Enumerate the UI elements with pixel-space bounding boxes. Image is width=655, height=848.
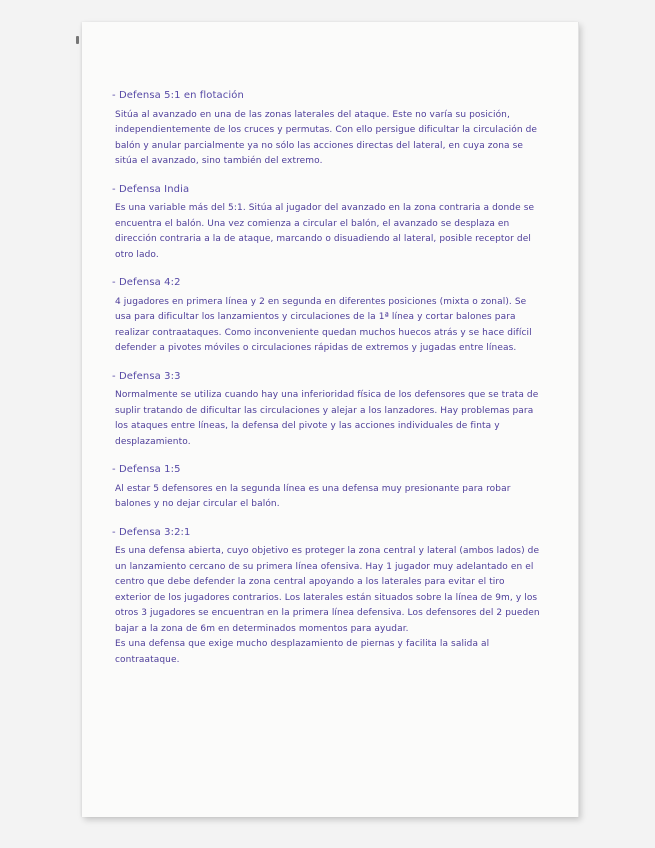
paragraph: Es una defensa abierta, cuyo objetivo es proteger la zona central y lateral (ambos lados) de un lanzamiento cercano de su primera línea ofensiva. Hay 1 jugador muy adelantado en el centro que debe defender la zona central apoyando a los laterales para evitar el tiro exterior de los jugadores contrarios. Los laterales están situados sobre la línea de 9m, y los otros 3 jugadores se encuentran en la primera línea defensiva. Los defensores del 2 pueden bajar a la zona de 6m en determinados momentos para ayudar. xyxy=(115,546,540,634)
section-body xyxy=(112,295,542,357)
section-heading: - Defensa 3:3 xyxy=(112,370,181,382)
section-body xyxy=(112,388,542,450)
paragraph: Normalmente se utiliza cuando hay una inferioridad física de los defensores que se trata de suplir tratando de dificultar las circulaciones y alejar a los lanzadores. Hay problemas para los ataques entre líneas, la defensa del pivote y las acciones individuales de finta y desplazamiento. xyxy=(115,390,539,447)
section-defensa-5-1-flotacion xyxy=(112,88,542,170)
paragraph: Es una defensa que exige mucho desplazamiento de piernas y facilita la salida al contraataque. xyxy=(115,639,490,665)
section-body xyxy=(112,482,542,513)
handwritten-notes xyxy=(112,88,542,680)
section-body xyxy=(112,201,542,263)
notebook-page xyxy=(82,22,579,817)
paragraph: Sitúa al avanzado en una de las zonas laterales del ataque. Este no varía su posición, independientemente de los cruces y permutas. Con ello persigue dificultar la circulación de balón y anular parcialmente ya no sólo las acciones directas del lateral, en cuya zona se sitúa el avanzado, sino también del extremo. xyxy=(115,109,538,166)
section-heading: - Defensa 3:2:1 xyxy=(112,526,191,538)
section-body xyxy=(112,544,542,668)
section-defensa-1-5 xyxy=(112,462,542,513)
paragraph: 4 jugadores en primera línea y 2 en segunda en diferentes posiciones (mixta o zonal). Se usa para dificultar los lanzamientos y circulaciones de la 1ª línea y cortar balones para realizar contraataques. Como inconveniente quedan muchos huecos atrás y se hace difícil defender a pivotes móviles o circulaciones rápidas de extremos y jugadas entre líneas. xyxy=(115,296,532,353)
section-heading: - Defensa 5:1 en flotación xyxy=(112,90,244,101)
section-heading: - Defensa India xyxy=(112,183,190,195)
paragraph: Al estar 5 defensores en la segunda línea es una defensa muy presionante para robar balones y no dejar circular el balón. xyxy=(115,483,511,509)
section-body xyxy=(112,108,542,170)
section-defensa-3-2-1 xyxy=(112,525,542,669)
paragraph: Es una variable más del 5:1. Sitúa al jugador del avanzado en la zona contraria a donde se encuentra el balón. Una vez comienza a circular el balón, el avanzado se desplaza en dirección contraria a la de ataque, marcando o disuadiendo al lateral, posible receptor del otro lado. xyxy=(115,203,535,260)
section-heading: - Defensa 4:2 xyxy=(112,277,181,288)
section-heading: - Defensa 1:5 xyxy=(112,464,181,475)
section-defensa-4-2 xyxy=(112,275,542,357)
section-defensa-3-3 xyxy=(112,369,542,451)
section-defensa-india xyxy=(112,182,542,264)
page-edge-mark xyxy=(76,36,79,44)
